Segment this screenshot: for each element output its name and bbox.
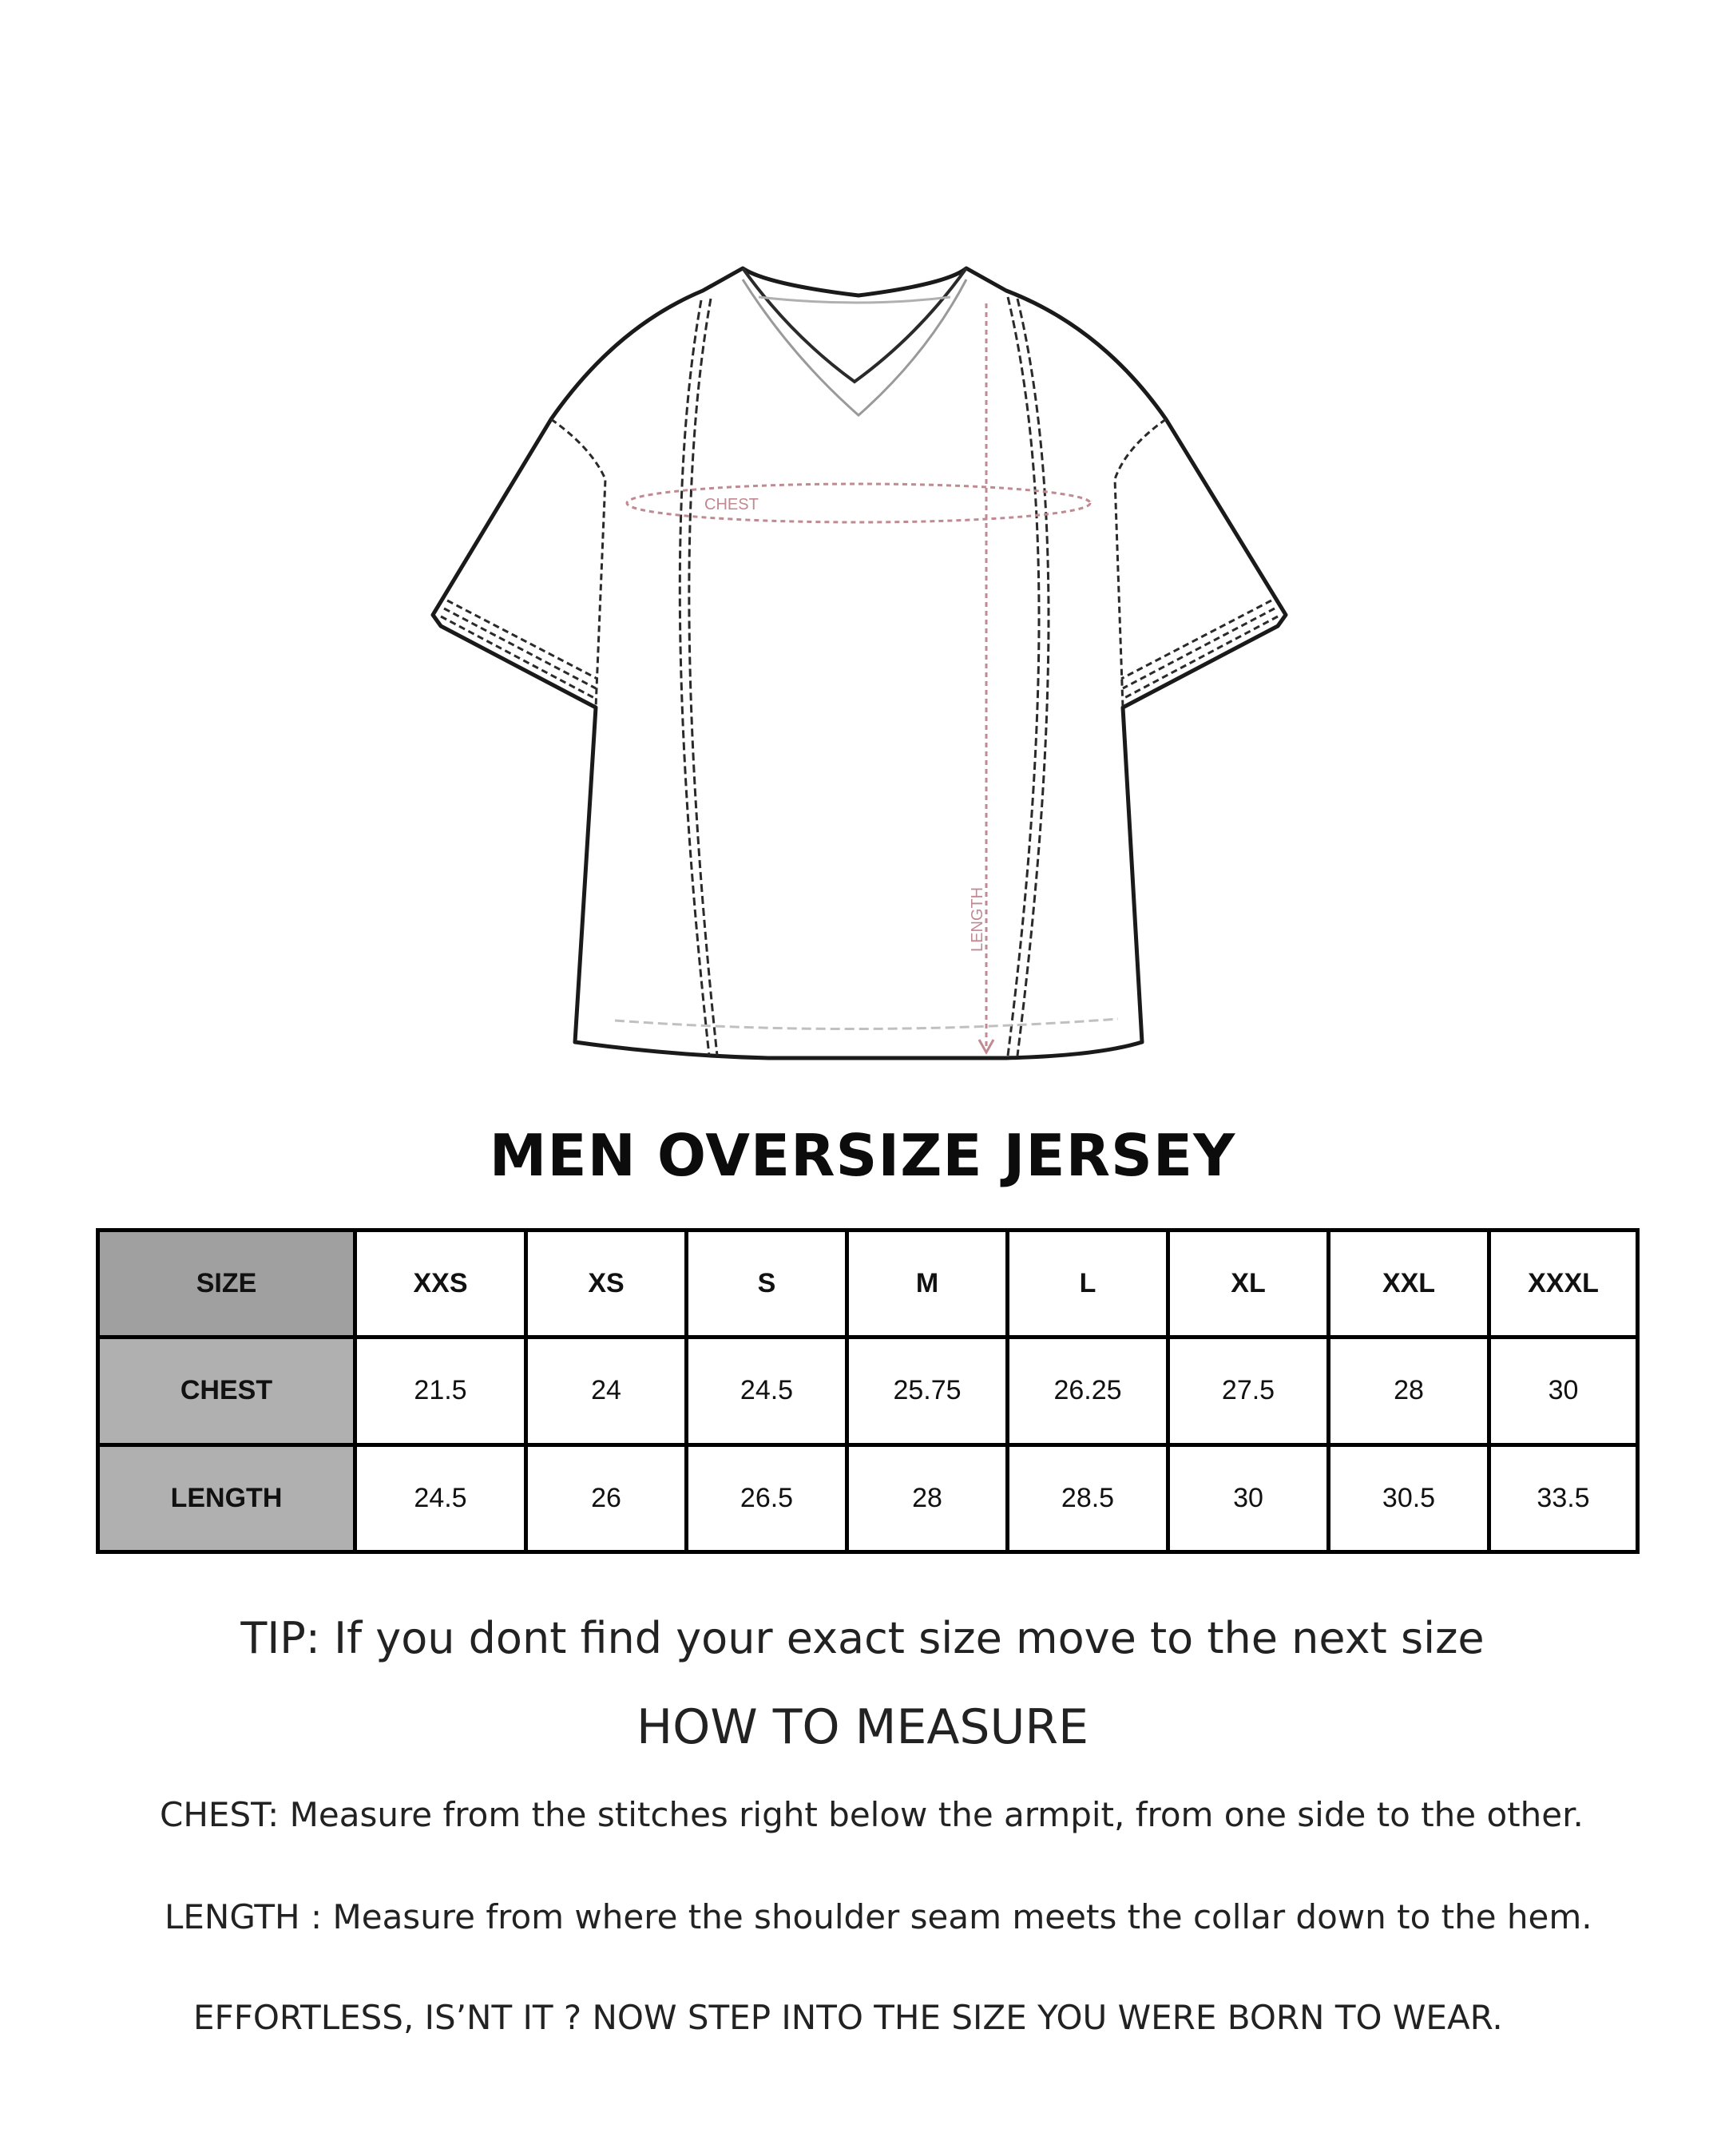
length-value: 28 [847,1445,1008,1552]
chest-value: 25.75 [847,1338,1008,1445]
length-row [98,1445,1638,1552]
chest-value: 21.5 [355,1338,526,1445]
size-xs: XS [526,1231,687,1338]
length-value: 33.5 [1489,1445,1638,1552]
length-value: 26.5 [687,1445,847,1552]
length-value: 26 [526,1445,687,1552]
length-value: 24.5 [355,1445,526,1552]
chest-instruction: CHEST: Measure from the stitches right below the armpit, from one side to the other. [160,1795,1584,1834]
chest-value: 26.25 [1008,1338,1168,1445]
length-instruction: LENGTH : Measure from where the shoulder seam meets the collar down to the hem. [165,1897,1592,1936]
size-xxs: XXS [355,1231,526,1338]
size-xl: XL [1168,1231,1329,1338]
chest-value: 27.5 [1168,1338,1329,1445]
length-measure-label: LENGTH [969,886,986,952]
size-tip: TIP: If you dont find your exact size move to the next size [240,1613,1485,1663]
chest-measure-label: CHEST [704,496,759,513]
chest-value: 24.5 [687,1338,847,1445]
chest-value: 28 [1329,1338,1489,1445]
chest-row-label: CHEST [98,1338,355,1445]
size-header-label: SIZE [98,1231,355,1338]
chest-row [98,1338,1638,1445]
length-value: 30 [1168,1445,1329,1552]
how-to-measure-heading: HOW TO MEASURE [636,1699,1089,1755]
size-m: M [847,1231,1008,1338]
page-title: MEN OVERSIZE JERSEY [489,1122,1236,1189]
size-l: L [1008,1231,1168,1338]
size-header-row [98,1231,1638,1338]
size-s: S [687,1231,847,1338]
closing-line: EFFORTLESS, IS’NT IT ? NOW STEP INTO THE SIZE YOU WERE BORN TO WEAR. [193,1998,1503,2037]
size-xxxl: XXXL [1489,1231,1638,1338]
length-value: 30.5 [1329,1445,1489,1552]
length-value: 28.5 [1008,1445,1168,1552]
length-row-label: LENGTH [98,1445,355,1552]
size-xxl: XXL [1329,1231,1489,1338]
chest-value: 24 [526,1338,687,1445]
size-chart-table [96,1228,1640,1554]
jersey-outline [433,268,1286,1058]
chest-value: 30 [1489,1338,1638,1445]
